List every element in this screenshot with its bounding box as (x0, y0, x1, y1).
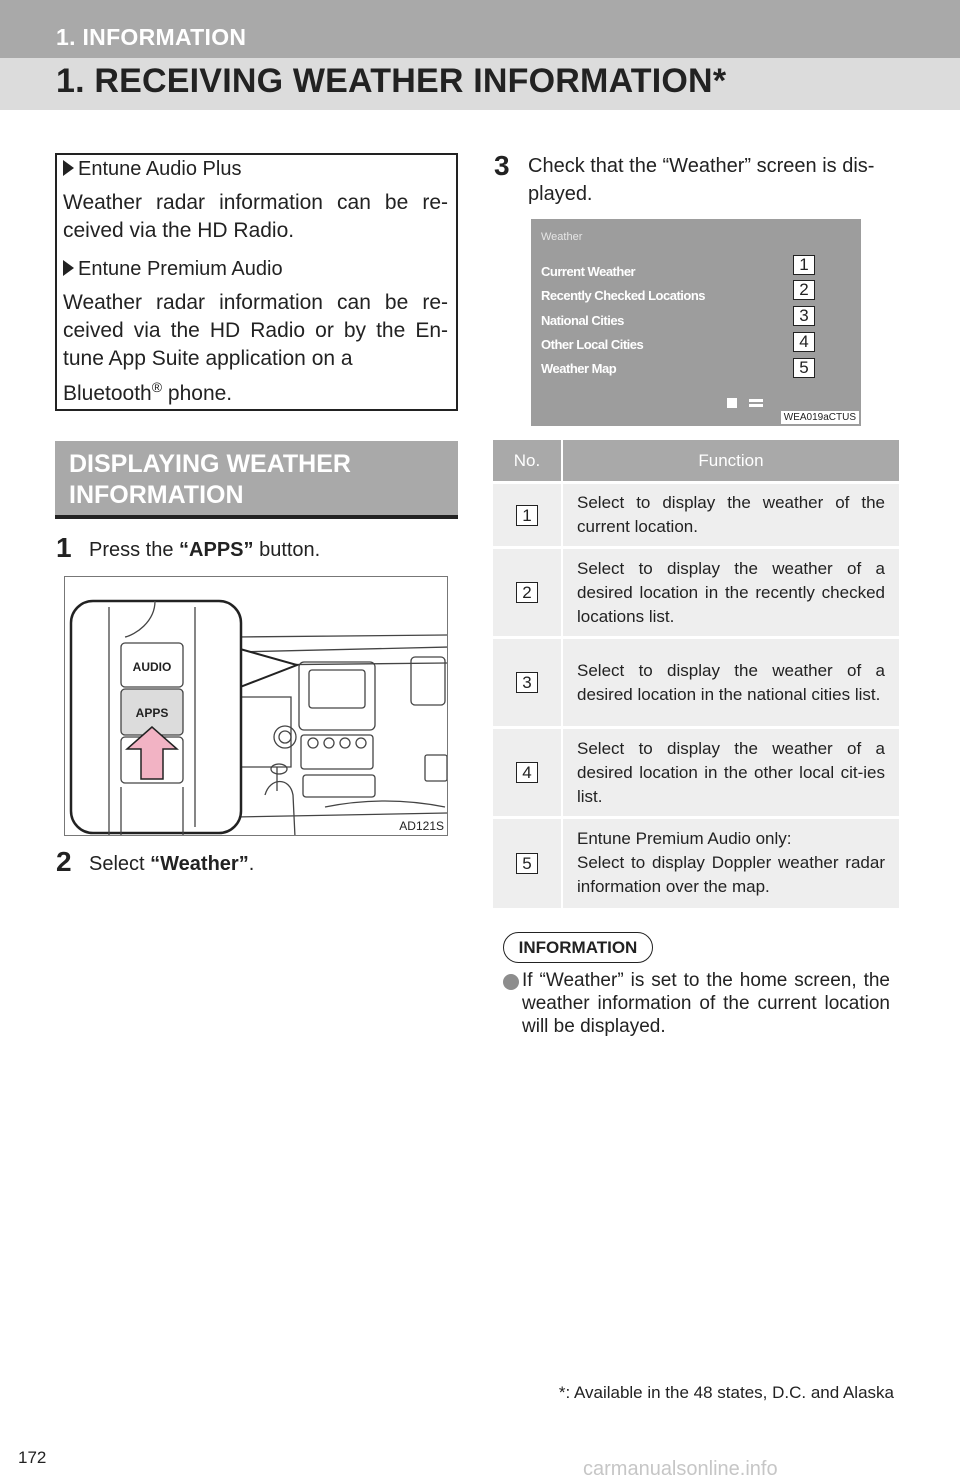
row-number: 2 (516, 582, 538, 603)
page-title: 1. RECEIVING WEATHER INFORMATION* (56, 62, 727, 100)
intro-para-plus: Weather radar information can be re-ceived via the HD Radio. (63, 191, 448, 242)
callout-number: 4 (793, 332, 815, 352)
function-table (493, 440, 899, 908)
table-header-row (493, 440, 899, 483)
illustration-code: AD121S (399, 819, 444, 833)
row-number: 3 (516, 672, 538, 693)
table-row (493, 728, 899, 818)
step-1-number: 1 (56, 532, 72, 563)
dashboard-drawing (65, 577, 448, 836)
footnote: *: Available in the 48 states, D.C. and Alaska (558, 1383, 894, 1402)
screen-item-other-local-cities[interactable]: Other Local Cities (541, 337, 644, 352)
step-1-post: button. (253, 539, 321, 561)
step-1-bold: “APPS” (179, 539, 254, 561)
step-1-pre: Press the (89, 539, 180, 561)
step-3-line1: Check that the “Weather” screen is dis- (528, 155, 875, 177)
intro-label-premium-text: Entune Premium Audio (78, 258, 283, 280)
section-heading-line1: DISPLAYING WEATHER (69, 450, 351, 478)
row-function: Select to display the weather of the current location. (562, 483, 899, 548)
row-number-cell (493, 818, 562, 908)
col-header-no: No. (493, 440, 562, 483)
page-number: 172 (18, 1448, 47, 1467)
step-2-bold: “Weather” (150, 853, 249, 875)
dashboard-illustration (64, 576, 448, 836)
step-1-text (89, 536, 320, 564)
screen-item-weather-map[interactable]: Weather Map (541, 361, 617, 376)
callout-number: 2 (793, 280, 815, 300)
apps-button-label: APPS (135, 706, 169, 720)
triangle-bullet-icon (63, 260, 74, 276)
bullet-icon (503, 974, 519, 990)
row-function: Select to display the weather of a desired location in the other local cit-ies list. (562, 728, 899, 818)
intro-label-premium (63, 258, 283, 281)
section-heading-line2: INFORMATION (69, 481, 244, 509)
bluetooth-word: Bluetooth (63, 382, 152, 405)
information-label: INFORMATION (503, 932, 653, 963)
section-label: 1. INFORMATION (56, 24, 247, 50)
row-number: 4 (516, 762, 538, 783)
row-function-line2: Select to display Doppler weather radar information over the map. (577, 853, 885, 897)
registered-mark: ® (151, 379, 163, 395)
row-number: 1 (516, 505, 538, 526)
screen-item-national-cities[interactable]: National Cities (541, 313, 624, 328)
section-heading (55, 441, 458, 519)
menu-lines-icon (749, 404, 763, 407)
row-number-cell (493, 483, 562, 548)
step-3-line2: played. (528, 183, 593, 205)
weather-screen (531, 219, 861, 426)
step-2-text (89, 850, 254, 878)
phone-word: phone. (162, 382, 233, 405)
row-number-cell (493, 728, 562, 818)
triangle-bullet-icon (63, 160, 74, 176)
row-function: Select to display the weather of a desired location in the national cities list. (562, 638, 899, 728)
intro-para-premium (63, 289, 448, 408)
row-function: Select to display the weather of a desired location in the recently checked locations list. (562, 548, 899, 638)
row-function (562, 818, 899, 908)
watermark: carmanualsonline.info (583, 1458, 778, 1480)
table-row (493, 483, 899, 548)
callout-number: 3 (793, 306, 815, 326)
status-icons (727, 395, 767, 411)
screen-item-current-weather[interactable]: Current Weather (541, 264, 636, 279)
step-3-text (528, 152, 903, 208)
intro-label-plus (63, 158, 241, 181)
step-3-number: 3 (494, 150, 510, 181)
row-number: 5 (516, 853, 538, 874)
intro-para-premium-text: Weather radar information can be re-ceived via the HD Radio or by the En-tune App Suite application on a (63, 291, 448, 370)
step-2-pre: Select (89, 853, 151, 875)
step-2-number: 2 (56, 846, 72, 877)
screen-item-recently-checked[interactable]: Recently Checked Locations (541, 288, 705, 303)
row-function-line1: Entune Premium Audio only: (577, 829, 792, 849)
table-row (493, 818, 899, 908)
table-row (493, 638, 899, 728)
row-number-cell (493, 548, 562, 638)
audio-button-label: AUDIO (132, 660, 172, 674)
screen-code: WEA019aCTUS (781, 411, 859, 424)
col-header-function: Function (562, 440, 899, 483)
callout-number: 5 (793, 358, 815, 378)
screen-heading: Weather (541, 231, 583, 243)
table-row (493, 548, 899, 638)
intro-box (55, 153, 458, 411)
status-square-icon (727, 398, 737, 408)
information-text: If “Weather” is set to the home screen, the weather information of the current location will be displayed. (522, 970, 890, 1037)
row-number-cell (493, 638, 562, 728)
menu-lines-icon (749, 399, 763, 402)
section-heading-text (69, 449, 351, 511)
step-2-post: . (248, 853, 255, 875)
intro-label-plus-text: Entune Audio Plus (78, 158, 242, 180)
callout-number: 1 (793, 255, 815, 275)
